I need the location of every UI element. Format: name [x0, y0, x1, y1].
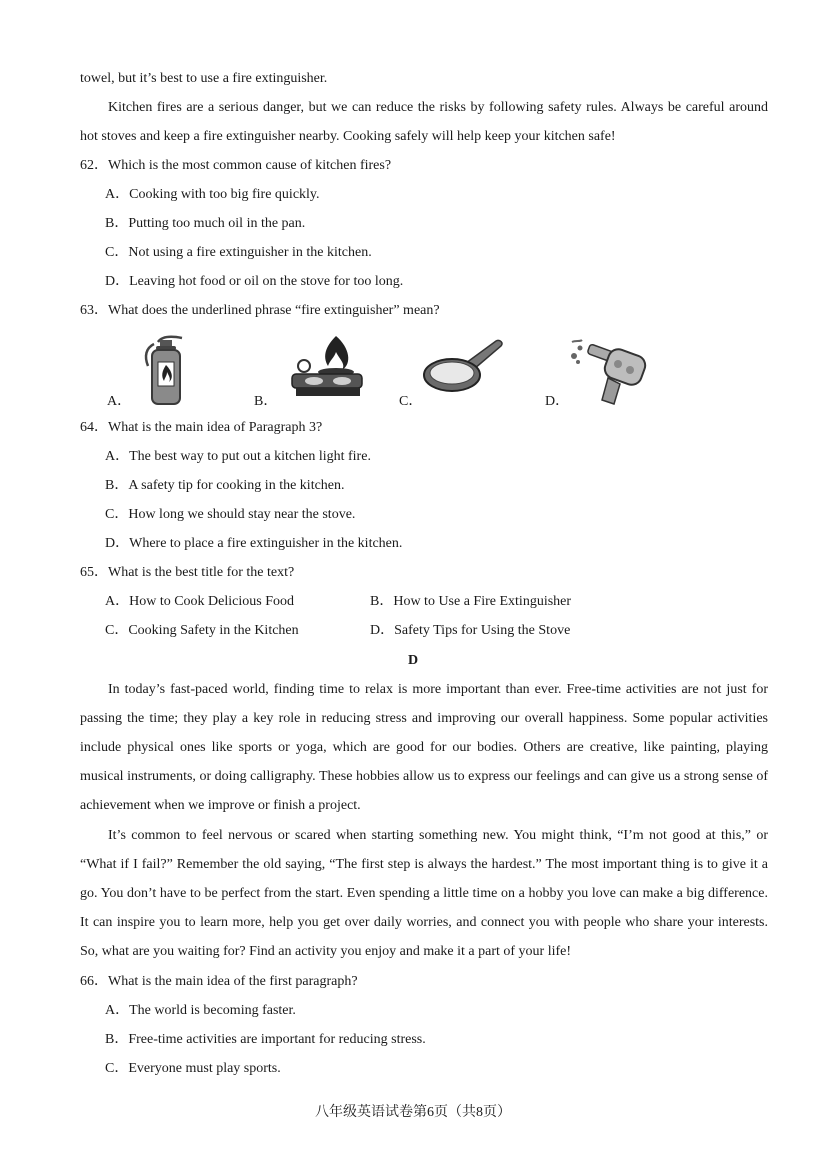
question-66-stem: 66．What is the main idea of the first paragraph? — [80, 974, 358, 989]
question-63-option-b-label: B． — [254, 394, 278, 409]
gas-stove-flame-icon — [284, 332, 368, 400]
question-66-option-c: C．Everyone must play sports. — [105, 1061, 281, 1076]
passage-d-paragraph-2: It’s common to feel nervous or scared when starting something new. You might think, “I’m not good at this,” or “What if I fail?” Remember the old saying, “The first step is always the hardest.” The most important thing is to give it a go. You don’t have to be perfect from the start. Even spending a little time on a hobby you love can make a big difference. It can inspire you to learn more, help you get over daily worries, and connect you with people who share your interests. So, what are you waiting for? Find an activity you enjoy and make it a part of your life! — [80, 828, 768, 959]
question-64-stem: 64．What is the main idea of Paragraph 3? — [80, 420, 323, 435]
question-65-option-b: B．How to Use a Fire Extinguisher — [370, 594, 572, 609]
question-64-option-b: B．A safety tip for cooking in the kitchen. — [105, 478, 345, 493]
frying-pan-icon — [422, 337, 506, 395]
water-gun-icon — [568, 334, 648, 408]
question-63-option-c-label: C． — [399, 394, 423, 409]
question-66-option-a: A．The world is becoming faster. — [105, 1003, 296, 1018]
question-65-option-c: C．Cooking Safety in the Kitchen — [105, 623, 299, 638]
question-65-option-a: A．How to Cook Delicious Food — [105, 594, 294, 609]
question-62-option-d: D．Leaving hot food or oil on the stove for too long. — [105, 274, 404, 289]
question-64-option-d: D．Where to place a fire extinguisher in the kitchen. — [105, 536, 403, 551]
question-62-option-b: B．Putting too much oil in the pan. — [105, 216, 306, 231]
passage-c-tail-line: towel, but it’s best to use a fire extinguisher. — [80, 71, 328, 86]
question-65-option-d: D．Safety Tips for Using the Stove — [370, 623, 571, 638]
question-63-option-d-label: D． — [545, 394, 570, 409]
passage-d-heading: D — [407, 653, 419, 668]
page-footer: 八年级英语试卷第6页（共8页） — [315, 1105, 511, 1120]
question-64-option-c: C．How long we should stay near the stove. — [105, 507, 356, 522]
question-63-option-a-label: A． — [107, 394, 132, 409]
fire-extinguisher-icon — [138, 334, 190, 406]
question-64-option-a: A．The best way to put out a kitchen light fire. — [105, 449, 371, 464]
question-62-option-c: C．Not using a fire extinguisher in the kitchen. — [105, 245, 372, 260]
passage-c-closing-paragraph: Kitchen fires are a serious danger, but we can reduce the risks by following safety rules. Always be careful around hot stoves and keep a fire extinguisher nearby. Cooking safely will help keep your kitchen safe! — [80, 100, 768, 144]
question-66-option-b: B．Free-time activities are important for reducing stress. — [105, 1032, 426, 1047]
question-63-stem: 63．What does the underlined phrase “fire extinguisher” mean? — [80, 303, 440, 318]
passage-d-paragraph-1: In today’s fast-paced world, finding time to relax is more important than ever. Free-time activities are not just for passing the time; they play a key role in reducing stress and improving our overall happiness. Some popular activities include physical ones like sports or yoga, which are good for our bodies. Others are creative, like painting, playing musical instruments, or doing calligraphy. These hobbies allow us to express our feelings and can give us a strong sense of achievement when we improve or finish a project. — [80, 682, 768, 813]
question-62-option-a: A．Cooking with too big fire quickly. — [105, 187, 320, 202]
question-62-stem: 62．Which is the most common cause of kitchen fires? — [80, 158, 392, 173]
question-65-stem: 65．What is the best title for the text? — [80, 565, 295, 580]
